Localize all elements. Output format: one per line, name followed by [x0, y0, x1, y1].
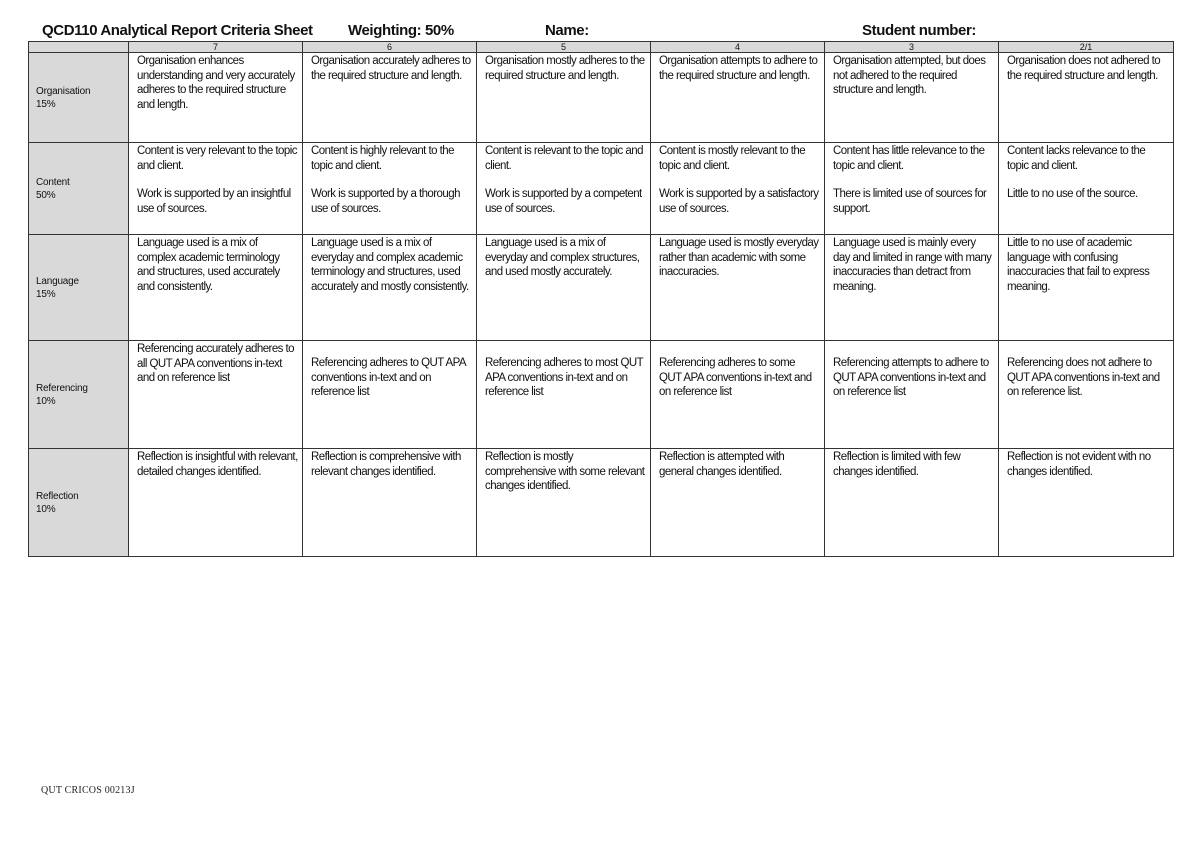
descriptor-text: Content is highly relevant to the topic and client.: [311, 145, 454, 172]
criterion-name: Reflection: [36, 490, 79, 502]
descriptor-text: Work is supported by a satisfactory use of sources.: [659, 188, 819, 215]
descriptor-text: Referencing adheres to QUT APA conventions in-text and on reference list: [311, 357, 466, 398]
descriptor-cell: [651, 235, 825, 341]
descriptor-text: Reflection is mostly comprehensive with some relevant changes identified.: [485, 451, 645, 492]
name-label: Name:: [545, 22, 589, 39]
weighting-label: Weighting: 50%: [348, 22, 454, 39]
descriptor-text: Organisation mostly adheres to the required structure and length.: [485, 55, 645, 82]
corner-cell: [29, 42, 129, 53]
descriptor-cell: [999, 341, 1174, 449]
criterion-weight: 15%: [36, 98, 56, 110]
criterion-row-organisation: [29, 53, 1174, 143]
student-number-label: Student number:: [862, 22, 976, 39]
descriptor-text: Referencing adheres to most QUT APA conventions in-text and on reference list: [485, 357, 643, 398]
descriptor-cell: [651, 341, 825, 449]
criterion-row-referencing: [29, 341, 1174, 449]
criterion-label: [29, 449, 129, 557]
descriptor-cell: [477, 341, 651, 449]
criterion-name: Content: [36, 176, 70, 188]
descriptor-text: Language used is a mix of everyday and complex academic terminology and structures, used accurately and mostly consistently.: [311, 237, 469, 293]
descriptor-cell: [651, 53, 825, 143]
descriptor-text: Content lacks relevance to the topic and client.: [1007, 145, 1146, 172]
grade-header: 2/1: [999, 42, 1174, 53]
criterion-weight: 15%: [36, 288, 56, 300]
criterion-label: [29, 235, 129, 341]
descriptor-text: Reflection is insightful with relevant, detailed changes identified.: [137, 451, 298, 478]
descriptor-cell: [129, 53, 303, 143]
descriptor-cell: [129, 235, 303, 341]
criterion-name: Referencing: [36, 382, 88, 394]
descriptor-text: Work is supported by an insightful use of sources.: [137, 188, 291, 215]
criterion-row-reflection: [29, 449, 1174, 557]
descriptor-text: Little to no use of the source.: [1007, 188, 1138, 200]
grade-header: 6: [303, 42, 477, 53]
descriptor-cell: [651, 143, 825, 235]
descriptor-text: Organisation does not adhered to the required structure and length.: [1007, 55, 1161, 82]
descriptor-cell: [303, 235, 477, 341]
descriptor-text: Reflection is comprehensive with relevant changes identified.: [311, 451, 461, 478]
criterion-label: [29, 143, 129, 235]
descriptor-cell: [651, 449, 825, 557]
descriptor-text: Work is supported by a thorough use of sources.: [311, 188, 460, 215]
descriptor-text: Reflection is attempted with general changes identified.: [659, 451, 785, 478]
grade-header-row: [29, 42, 1174, 53]
descriptor-cell: [999, 449, 1174, 557]
descriptor-text: Language used is a mix of complex academic terminology and structures, used accurately and consistently.: [137, 237, 280, 293]
criterion-weight: 50%: [36, 189, 56, 201]
grade-header: 5: [477, 42, 651, 53]
descriptor-cell: [303, 143, 477, 235]
descriptor-text: Referencing adheres to some QUT APA conventions in-text and on reference list: [659, 357, 812, 398]
sheet-title: QCD110 Analytical Report Criteria Sheet: [42, 22, 313, 39]
criterion-label: [29, 341, 129, 449]
descriptor-text: Referencing attempts to adhere to QUT APA conventions in-text and on reference list: [833, 357, 989, 398]
descriptor-cell: [999, 235, 1174, 341]
descriptor-cell: [129, 143, 303, 235]
descriptor-cell: [825, 235, 999, 341]
descriptor-cell: [129, 341, 303, 449]
grade-header: 7: [129, 42, 303, 53]
descriptor-text: Work is supported by a competent use of sources.: [485, 188, 642, 215]
descriptor-text: Little to no use of academic language with confusing inaccuracies that fail to express meaning.: [1007, 237, 1150, 293]
descriptor-cell: [825, 341, 999, 449]
descriptor-text: Organisation accurately adheres to the required structure and length.: [311, 55, 471, 82]
descriptor-text: Organisation attempts to adhere to the required structure and length.: [659, 55, 818, 82]
descriptor-cell: [477, 143, 651, 235]
criterion-weight: 10%: [36, 503, 56, 515]
descriptor-text: Language used is mostly everyday rather than academic with some inaccuracies.: [659, 237, 819, 278]
criterion-row-content: [29, 143, 1174, 235]
descriptor-cell: [477, 235, 651, 341]
descriptor-text: Reflection is limited with few changes identified.: [833, 451, 961, 478]
descriptor-text: Content is relevant to the topic and client.: [485, 145, 643, 172]
grade-header: 3: [825, 42, 999, 53]
descriptor-text: Referencing does not adhere to QUT APA conventions in-text and on reference list.: [1007, 357, 1160, 398]
descriptor-text: There is limited use of sources for support.: [833, 188, 987, 215]
descriptor-cell: [129, 449, 303, 557]
descriptor-text: Content is mostly relevant to the topic and client.: [659, 145, 806, 172]
criterion-name: Organisation: [36, 85, 91, 97]
criterion-weight: 10%: [36, 395, 56, 407]
descriptor-cell: [999, 143, 1174, 235]
criterion-row-language: [29, 235, 1174, 341]
descriptor-cell: [303, 449, 477, 557]
descriptor-text: Organisation attempted, but does not adhered to the required structure and length.: [833, 55, 986, 96]
descriptor-text: Referencing accurately adheres to all QUT APA conventions in-text and on reference list: [137, 343, 295, 384]
descriptor-cell: [825, 143, 999, 235]
grade-header: 4: [651, 42, 825, 53]
descriptor-text: Content is very relevant to the topic and client.: [137, 145, 297, 172]
cricos-footer: QUT CRICOS 00213J: [41, 785, 135, 796]
descriptor-text: Language used is mainly every day and limited in range with many inaccuracies than detract from meaning.: [833, 237, 992, 293]
criterion-name: Language: [36, 275, 79, 287]
descriptor-cell: [825, 53, 999, 143]
descriptor-cell: [477, 449, 651, 557]
descriptor-text: Organisation enhances understanding and very accurately adheres to the required structure and length.: [137, 55, 295, 111]
criterion-label: [29, 53, 129, 143]
descriptor-cell: [303, 341, 477, 449]
descriptor-cell: [825, 449, 999, 557]
criteria-table: [28, 41, 1174, 557]
descriptor-text: Content has little relevance to the topic and client.: [833, 145, 985, 172]
descriptor-cell: [999, 53, 1174, 143]
sheet-header: [42, 22, 1162, 42]
descriptor-cell: [303, 53, 477, 143]
descriptor-text: Language used is a mix of everyday and complex structures, and used mostly accurately.: [485, 237, 640, 278]
descriptor-text: Reflection is not evident with no changes identified.: [1007, 451, 1151, 478]
descriptor-cell: [477, 53, 651, 143]
